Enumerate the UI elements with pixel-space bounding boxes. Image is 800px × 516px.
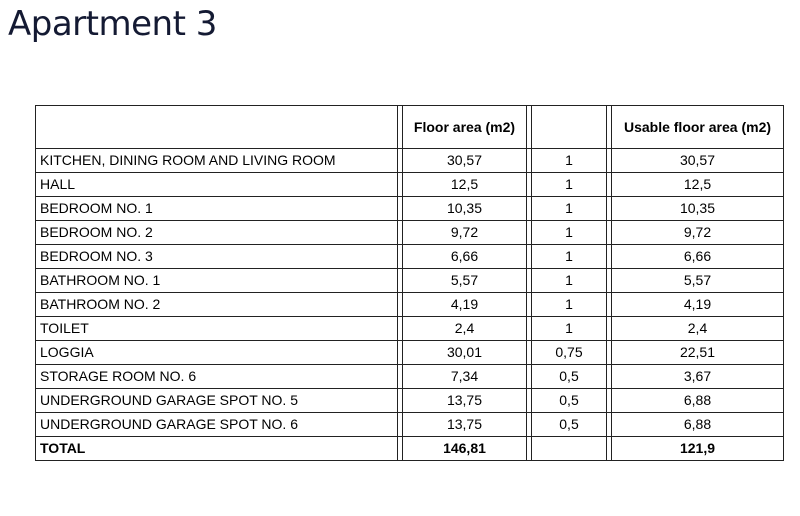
table-row: [35, 317, 784, 341]
coefficient-cell: 1: [532, 221, 607, 245]
table-row: [35, 365, 784, 389]
usable-area-cell: 22,51: [612, 341, 784, 365]
room-name-cell: BEDROOM NO. 2: [35, 221, 398, 245]
room-name-cell: TOTAL: [35, 437, 398, 461]
usable-area-cell: 2,4: [612, 317, 784, 341]
coefficient-cell: 1: [532, 149, 607, 173]
table-row: [35, 197, 784, 221]
page-title: Apartment 3: [8, 4, 217, 44]
header-coefficient: [532, 105, 607, 149]
floor-area-cell: 6,66: [403, 245, 527, 269]
usable-area-cell: 3,67: [612, 365, 784, 389]
room-name-cell: HALL: [35, 173, 398, 197]
floor-area-cell: 7,34: [403, 365, 527, 389]
coefficient-cell: 1: [532, 317, 607, 341]
usable-area-cell: 30,57: [612, 149, 784, 173]
coefficient-cell: 0,75: [532, 341, 607, 365]
floor-area-cell: 13,75: [403, 389, 527, 413]
table-row: [35, 413, 784, 437]
floor-area-cell: 12,5: [403, 173, 527, 197]
usable-area-cell: 6,88: [612, 413, 784, 437]
usable-area-cell: 4,19: [612, 293, 784, 317]
room-name-cell: BEDROOM NO. 3: [35, 245, 398, 269]
table-total-row: [35, 437, 784, 461]
floor-area-cell: 13,75: [403, 413, 527, 437]
table-row: [35, 173, 784, 197]
table-row: [35, 341, 784, 365]
room-name-cell: UNDERGROUND GARAGE SPOT NO. 5: [35, 389, 398, 413]
floor-area-cell: 2,4: [403, 317, 527, 341]
table-row: [35, 389, 784, 413]
coefficient-cell: [532, 437, 607, 461]
room-name-cell: TOILET: [35, 317, 398, 341]
usable-area-cell: 12,5: [612, 173, 784, 197]
floor-area-cell: 30,01: [403, 341, 527, 365]
table-header-row: [35, 105, 784, 149]
coefficient-cell: 0,5: [532, 389, 607, 413]
usable-area-cell: 121,9: [612, 437, 784, 461]
floor-area-cell: 30,57: [403, 149, 527, 173]
header-usable-area: Usable floor area (m2): [612, 105, 784, 149]
room-name-cell: BATHROOM NO. 2: [35, 293, 398, 317]
room-name-cell: UNDERGROUND GARAGE SPOT NO. 6: [35, 413, 398, 437]
header-floor-area: Floor area (m2): [403, 105, 527, 149]
floor-area-cell: 10,35: [403, 197, 527, 221]
room-name-cell: BATHROOM NO. 1: [35, 269, 398, 293]
room-name-cell: LOGGIA: [35, 341, 398, 365]
usable-area-cell: 5,57: [612, 269, 784, 293]
header-room: [35, 105, 398, 149]
area-table: [35, 105, 784, 461]
room-name-cell: STORAGE ROOM NO. 6: [35, 365, 398, 389]
floor-area-cell: 4,19: [403, 293, 527, 317]
table-row: [35, 245, 784, 269]
floor-area-cell: 5,57: [403, 269, 527, 293]
floor-area-cell: 146,81: [403, 437, 527, 461]
usable-area-cell: 6,88: [612, 389, 784, 413]
table-row: [35, 221, 784, 245]
coefficient-cell: 1: [532, 245, 607, 269]
table-row: [35, 149, 784, 173]
table-row: [35, 269, 784, 293]
coefficient-cell: 0,5: [532, 365, 607, 389]
usable-area-cell: 10,35: [612, 197, 784, 221]
table-row: [35, 293, 784, 317]
floor-area-cell: 9,72: [403, 221, 527, 245]
usable-area-cell: 6,66: [612, 245, 784, 269]
coefficient-cell: 0,5: [532, 413, 607, 437]
room-name-cell: BEDROOM NO. 1: [35, 197, 398, 221]
room-name-cell: KITCHEN, DINING ROOM AND LIVING ROOM: [35, 149, 398, 173]
coefficient-cell: 1: [532, 197, 607, 221]
coefficient-cell: 1: [532, 173, 607, 197]
usable-area-cell: 9,72: [612, 221, 784, 245]
coefficient-cell: 1: [532, 293, 607, 317]
coefficient-cell: 1: [532, 269, 607, 293]
